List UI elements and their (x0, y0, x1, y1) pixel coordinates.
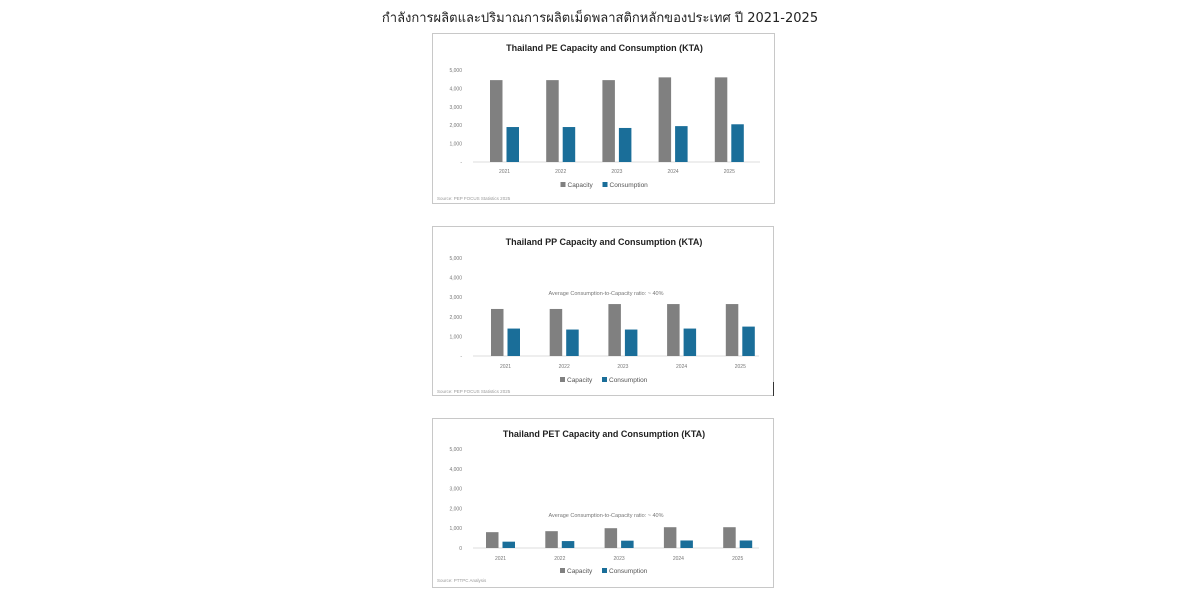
y-tick-label: 2,000 (449, 123, 462, 130)
legend-consumption-label: Consumption (609, 377, 648, 384)
capacity-bar (545, 531, 558, 548)
source-note: Source: PEP FOCUS Statistics 2025 (437, 196, 511, 201)
chart-title: Thailand PET Capacity and Consumption (KTA) (502, 429, 706, 439)
consumption-bar (740, 540, 753, 548)
x-tick-label: 2022 (554, 556, 566, 562)
x-tick-label: 2024 (667, 169, 679, 175)
x-tick-label: 2023 (617, 364, 629, 370)
x-tick-label: 2025 (732, 556, 744, 562)
pet-chart-panel (432, 418, 774, 588)
ratio-annotation: Average Consumption-to-Capacity ratio: ~ 40% (548, 513, 664, 519)
consumption-bar (675, 126, 688, 162)
consumption-bar (619, 128, 632, 162)
legend-capacity-swatch (560, 568, 565, 573)
page-title: กำลังการผลิตและปริมาณการผลิตเม็ดพลาสติกหลักของประเทศ ปี 2021-2025 (381, 11, 819, 26)
legend-capacity-swatch (561, 182, 566, 187)
capacity-bar (726, 304, 739, 356)
panel-edge-mark (773, 382, 774, 396)
consumption-bar (621, 541, 634, 548)
y-tick-label: 4,000 (449, 466, 462, 473)
capacity-bar (605, 528, 618, 548)
y-tick-label: - (460, 354, 462, 360)
y-tick-label: 3,000 (449, 486, 462, 493)
y-tick-label: 2,000 (449, 314, 462, 321)
pe-chart-panel (432, 33, 775, 204)
y-tick-label: 0 (459, 546, 462, 552)
pet-chart (433, 419, 775, 589)
x-tick-label: 2021 (499, 364, 512, 370)
y-tick-label: 5,000 (449, 68, 462, 74)
x-tick-label: 2021 (494, 556, 507, 562)
consumption-bar (625, 330, 638, 356)
consumption-bar (508, 329, 521, 356)
chart-title: Thailand PP Capacity and Consumption (KTA) (505, 237, 703, 247)
y-tick-label: 2,000 (449, 506, 462, 513)
capacity-bar (602, 80, 615, 162)
y-tick-label: 3,000 (449, 295, 462, 302)
consumption-bar (742, 327, 755, 356)
capacity-bar (486, 532, 499, 548)
y-tick-label: 5,000 (449, 447, 462, 453)
consumption-bar (731, 124, 744, 162)
capacity-bar (550, 309, 563, 356)
x-tick-label: 2024 (676, 364, 688, 370)
source-note: Source: PTTPC Analysis (437, 578, 487, 583)
source-note: Source: PEP FOCUS Statistics 2025 (437, 389, 511, 394)
y-tick-label: 1,000 (449, 526, 462, 533)
consumption-bar (507, 127, 520, 162)
x-tick-label: 2022 (558, 364, 570, 370)
legend-capacity-label: Capacity (567, 568, 593, 575)
legend-capacity-swatch (560, 377, 565, 382)
x-tick-label: 2023 (611, 169, 623, 175)
consumption-bar (562, 541, 575, 548)
legend-consumption-swatch (602, 568, 607, 573)
capacity-bar (491, 309, 504, 356)
ratio-annotation: Average Consumption-to-Capacity ratio: ~ 40% (548, 291, 664, 297)
x-tick-label: 2021 (498, 169, 511, 175)
consumption-bar (503, 542, 516, 548)
chart-title: Thailand PE Capacity and Consumption (KTA) (506, 43, 703, 53)
y-tick-label: 3,000 (449, 104, 462, 111)
legend-consumption-label: Consumption (609, 568, 648, 575)
capacity-bar (490, 80, 503, 162)
y-tick-label: 4,000 (449, 275, 462, 282)
x-tick-label: 2024 (672, 556, 684, 562)
consumption-bar (680, 540, 693, 548)
capacity-bar (723, 527, 736, 548)
legend-consumption-swatch (603, 182, 608, 187)
y-tick-label: - (460, 160, 462, 166)
legend-consumption-label: Consumption (609, 182, 648, 189)
legend-consumption-swatch (602, 377, 607, 382)
capacity-bar (667, 304, 680, 356)
x-tick-label: 2023 (613, 556, 625, 562)
y-tick-label: 4,000 (449, 86, 462, 93)
x-tick-label: 2022 (555, 169, 567, 175)
pe-chart (433, 34, 776, 205)
y-tick-label: 1,000 (449, 334, 462, 341)
x-tick-label: 2025 (734, 364, 746, 370)
pp-chart-panel (432, 226, 774, 396)
x-tick-label: 2025 (723, 169, 735, 175)
legend-capacity-label: Capacity (567, 182, 593, 189)
pp-chart (433, 227, 775, 397)
capacity-bar (546, 80, 559, 162)
capacity-bar (715, 77, 728, 162)
consumption-bar (563, 127, 576, 162)
capacity-bar (659, 77, 672, 162)
consumption-bar (684, 329, 697, 356)
legend-capacity-label: Capacity (567, 377, 593, 384)
capacity-bar (608, 304, 621, 356)
y-tick-label: 1,000 (449, 141, 462, 148)
y-tick-label: 5,000 (449, 256, 462, 262)
capacity-bar (664, 527, 677, 548)
consumption-bar (566, 330, 579, 356)
